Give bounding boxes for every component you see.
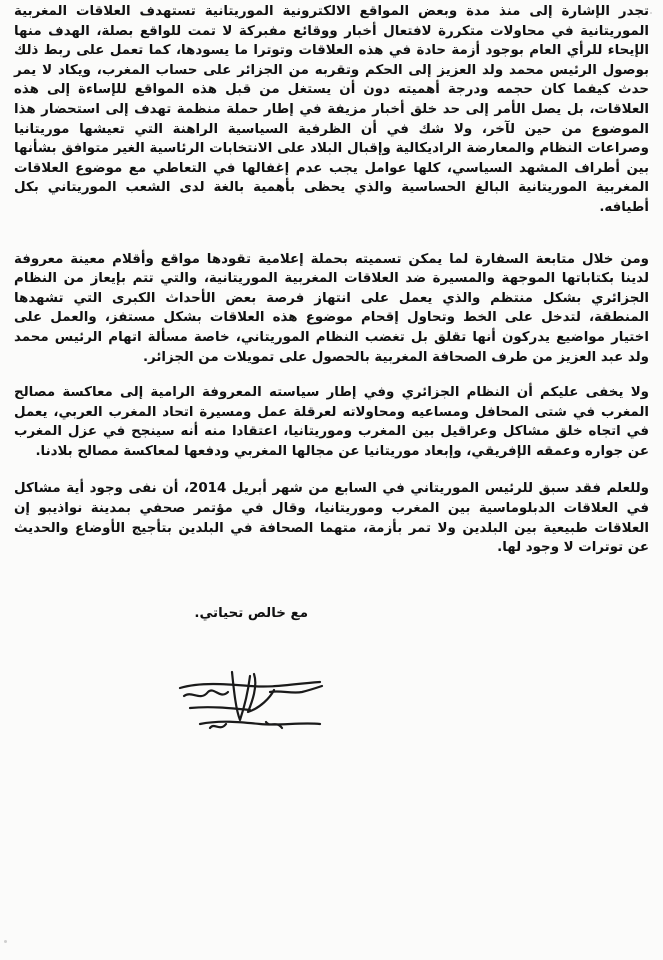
paragraph-3: ولا يخفى عليكم أن النظام الجزائري وفي إطار سياسته المعروفة الرامية إلى معاكسة مصالح المغرب في شتى المحافل ومساعيه ومحاولاته لعرقلة عمل ومسيرة اتحاد المغرب العربي، يعمل في اتجاه خلق مشاكل وعراقيل بين المغرب وموريتانيا، اعتقادا منه أنه سينجح في عزل المغرب عن جواره وعمقه الإفريقي، وإبعاد موريتانيا عن مجالها المغربي ودفعها لمعاكسة مصالح بلادنا. [14,385,649,459]
closing-salutation: مع خالص تحياتي. [194,606,308,621]
signature-stroke-icon [170,662,330,742]
paragraph-2: ومن خلال متابعة السفارة لما يمكن تسميته بحملة إعلامية تقودها مواقع وأقلام معينة معروفة لدينا بكتاباتها الموجهة والمسيرة ضد العلاقات المغربية الموريتانية، والتي تتم بإيعاز من النظام الجزائري بشكل منتظم والذي يعمل على انتهاز فرصة بعض الأحداث الكبرى التي تشهدها المنطقة، لتدخل على الخط وتحاول إقحام موضوع هذه العلاقات بشكل مستفز، والعمل على اختيار مواضيع يدركون أنها تقلق بل تغضب النظام الموريتاني، خاصة مسألة اتهام الرئيس محمد ولد عبد العزيز من طرف الصحافة المغربية بالحصول على تمويلات من الجزائر. [14,251,649,365]
letter-body [14,2,649,558]
scan-speck [650,12,652,14]
paragraph-1: تجدر الإشارة إلى منذ مدة وبعض المواقع الالكترونية الموريتانية تستهدف العلاقات المغربية الموريتانية في محاولات متكررة لافتعال أخبار ووقائع مفبركة لا تمت للواقع بصلة، الهدف منها الإيحاء للرأي العام بوجود أزمة حادة في هذه العلاقات وتوترا ما يسودها، كما تعمل على ربط ذلك بوصول الرئيس محمد ولد العزيز إلى الحكم وتقربه من الجزائر على حساب المغرب، ويكاد لا يمر حدث كيفما كان حجمه ودرجة أهميته دون أن يستغل من قبل هذه المواقع للإساءة إلى هذه العلاقات، بل يصل الأمر إلى حد خلق أخبار مزيفة في إطار حملة منظمة تهدف إلى استحضار هذا الموضوع من حين لآخر، ولا شك في أن الظرفية السياسية الراهنة التي تعيشها موريتانيا وصراعات النظام والمعارضة الراديكالية وإقبال البلاد على الانتخابات الرئاسية الغير متوافق بشأنها بين أطراف المشهد السياسي، كلها عوامل يجب عدم إغفالها في التعاطي مع موضوع العلاقات المغربية الموريتانية البالغ الحساسية والذي يحظى بأهمية بالغة لدى الشعب الموريتاني بكل أطيافه. [14,4,649,215]
scan-speck [4,940,7,943]
paragraph-4: وللعلم فقد سبق للرئيس الموريتاني في السابع من شهر أبريل 2014، أن نفى وجود أية مشاكل في العلاقات الدبلوماسية بين المغرب وموريتانيا، وقال في مؤتمر صحفي بمدينة نواذيبو إن العلاقات طبيعية بين البلدين ولا تمر بأزمة، متهما الصحافة في البلدين بتأجيج الأوضاع والحديث عن توترات لا وجود لها. [14,481,649,556]
handwritten-signature [170,662,330,742]
